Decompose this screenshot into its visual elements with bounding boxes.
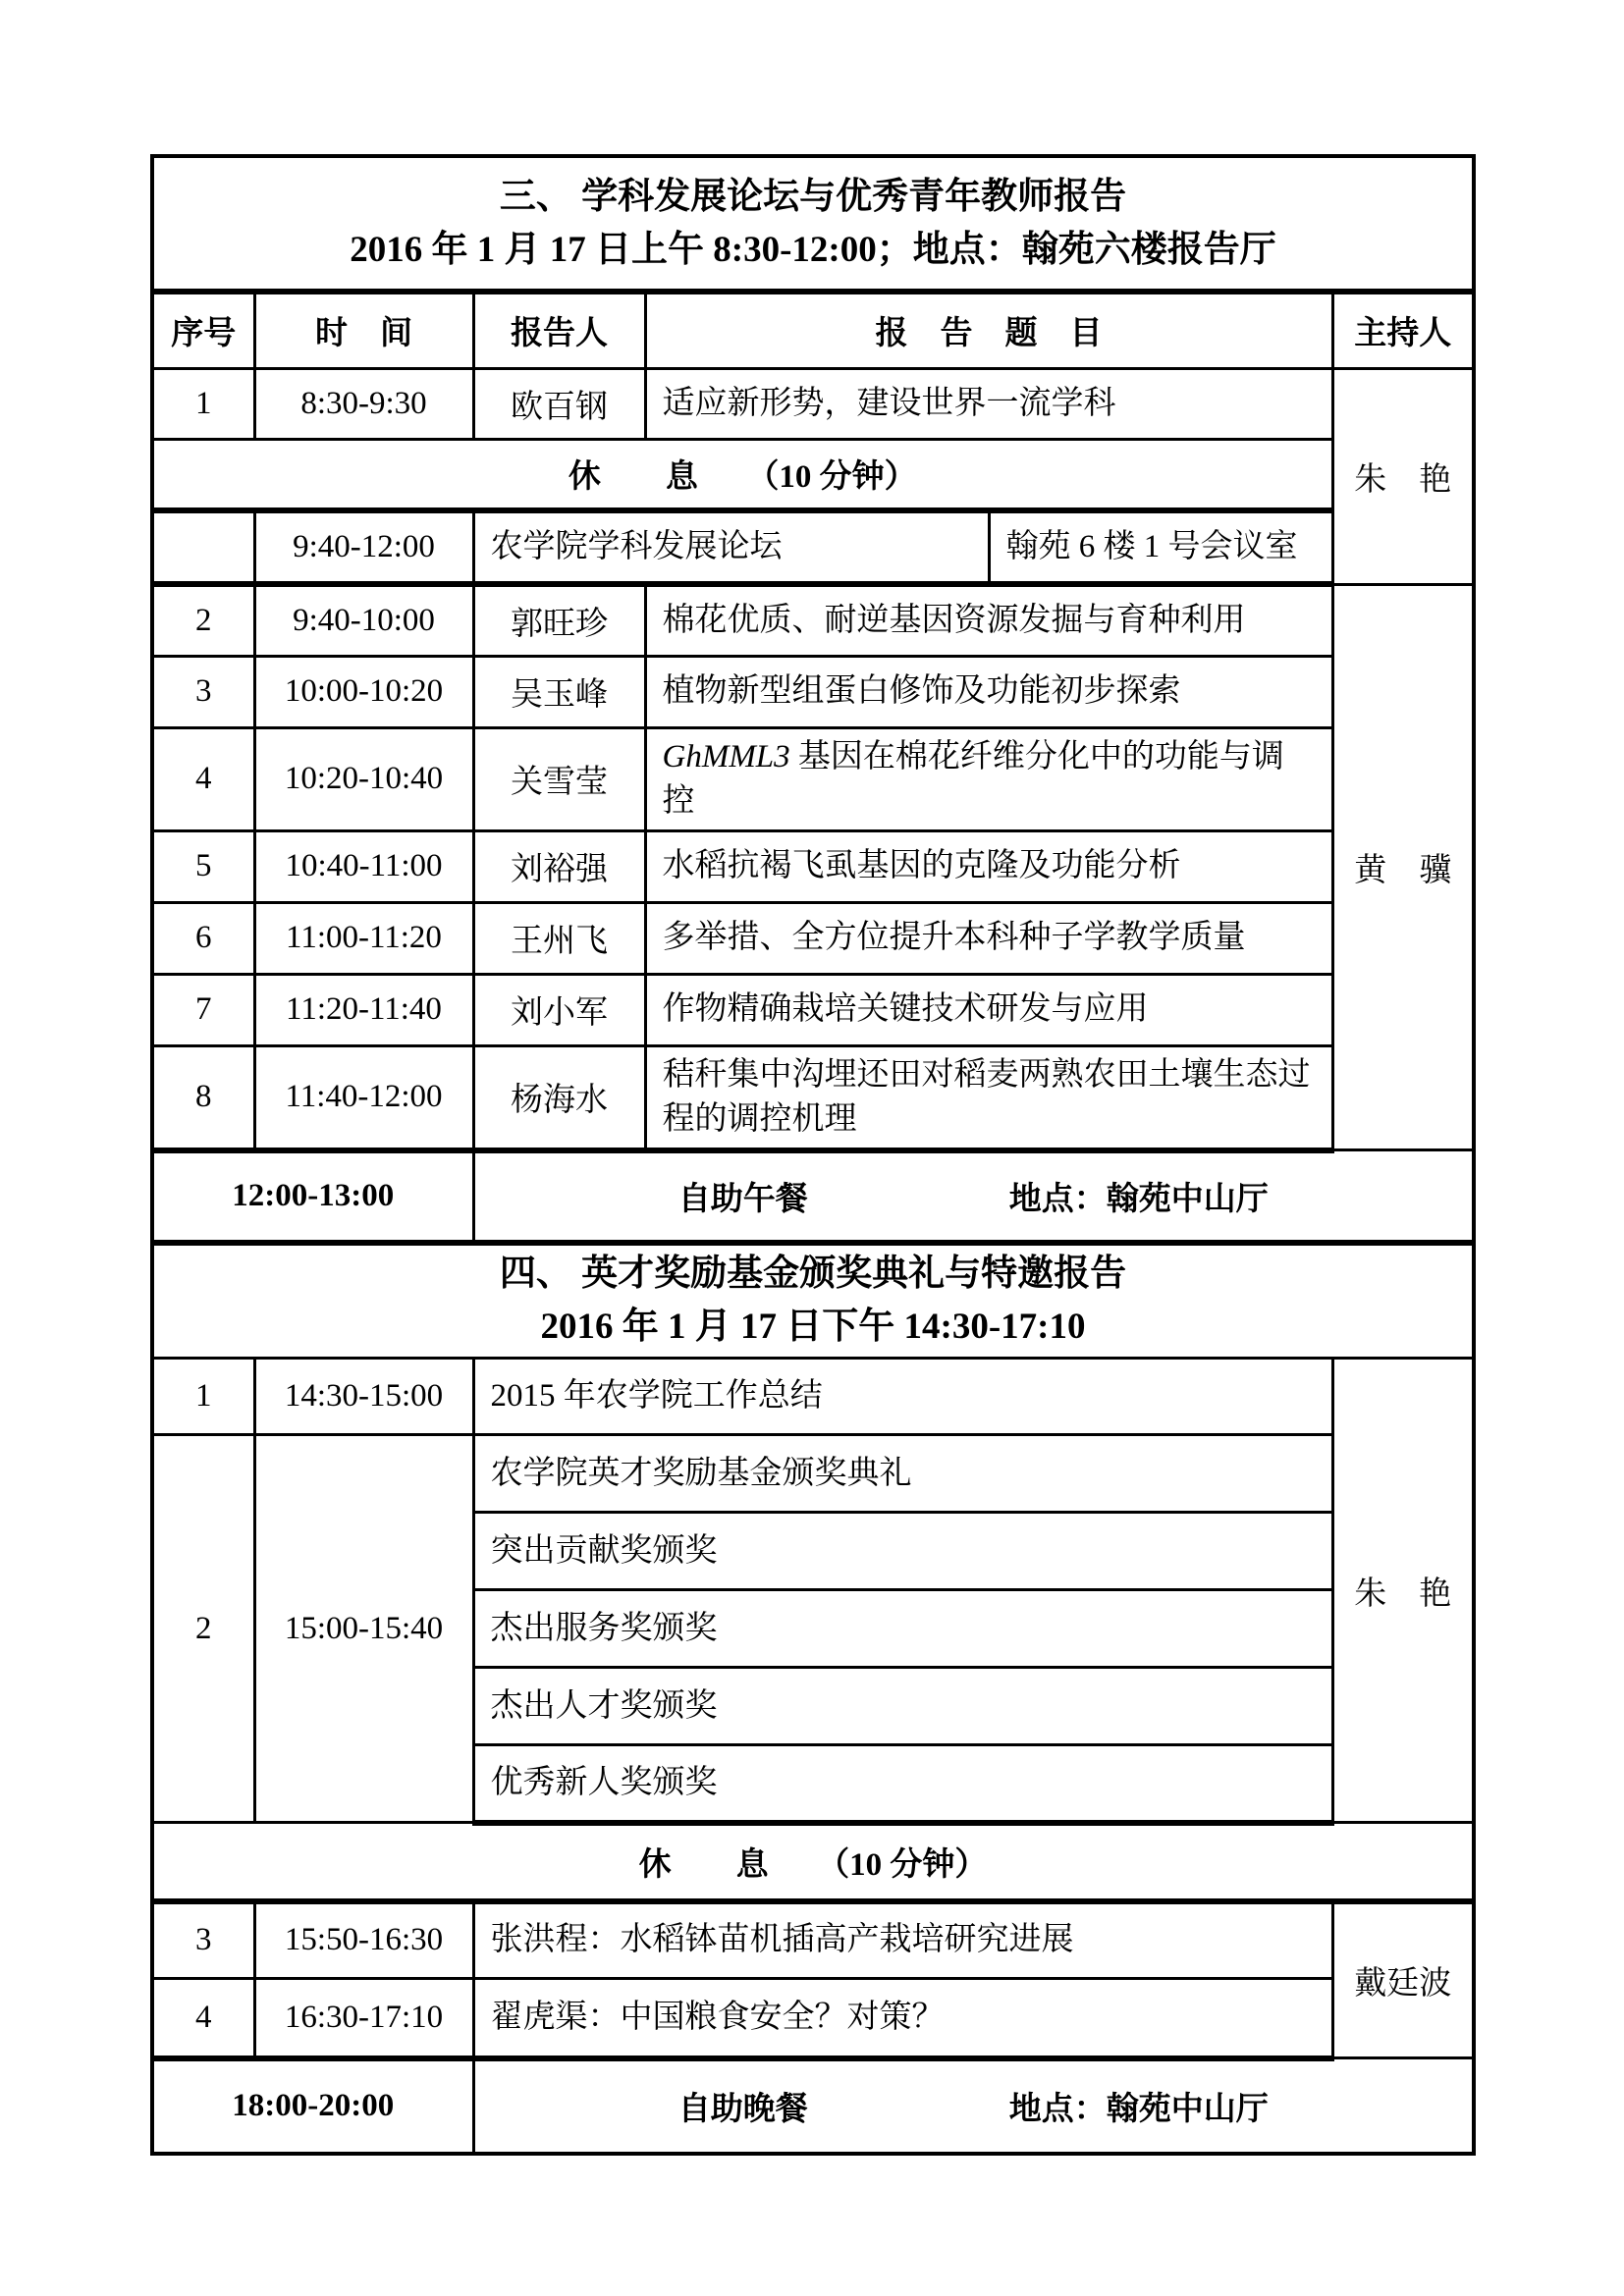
ceremony-item-cell: 突出贡献奖颁奖 — [473, 1513, 1332, 1590]
topic-cell: 植物新型组蛋白修饰及功能初步探索 — [645, 656, 1332, 727]
speaker-cell: 郭旺珍 — [473, 584, 645, 656]
seq-cell: 4 — [152, 1979, 254, 2058]
speaker-cell: 关雪莹 — [473, 727, 645, 830]
seq-cell: 2 — [152, 1435, 254, 1823]
seq-cell-empty — [152, 510, 254, 584]
speaker-cell: 刘小军 — [473, 974, 645, 1045]
time-cell: 15:50-16:30 — [254, 1901, 473, 1979]
time-cell: 9:40-12:00 — [254, 510, 473, 584]
time-cell: 10:20-10:40 — [254, 727, 473, 830]
schedule-table — [150, 154, 1476, 2156]
topic-cell: 多举措、全方位提升本科种子学教学质量 — [645, 902, 1332, 974]
speaker-cell: 欧百钢 — [473, 368, 645, 439]
col-header-host: 主持人 — [1332, 292, 1474, 368]
topic-cell: 秸秆集中沟埋还田对稻麦两熟农田土壤生态过程的调控机理 — [645, 1045, 1332, 1150]
section3-title-cell — [152, 156, 1474, 292]
break-row-am: 休 息 （10 分钟） — [152, 439, 1332, 510]
section4-title: 四、 英才奖励基金颁奖典礼与特邀报告 — [499, 1254, 1127, 1295]
ceremony-item-cell: 农学院英才奖励基金颁奖典礼 — [473, 1435, 1332, 1513]
topic-cell — [645, 727, 1332, 830]
dinner-label: 自助晚餐 — [677, 2092, 808, 2127]
forum-venue-cell: 翰苑 6 楼 1 号会议室 — [989, 510, 1332, 584]
speaker-cell: 王州飞 — [473, 902, 645, 974]
gene-name-italic: GhMML3 — [662, 738, 790, 774]
dinner-time-cell: 18:00-20:00 — [152, 2058, 473, 2154]
dinner-cell — [473, 2058, 1474, 2154]
section4-title-cell — [152, 1243, 1474, 1359]
seq-cell: 1 — [152, 368, 254, 439]
host-cell-daitingbo: 戴廷波 — [1332, 1901, 1474, 2058]
ceremony-item-cell: 杰出人才奖颁奖 — [473, 1668, 1332, 1745]
lunch-time-cell: 12:00-13:00 — [152, 1150, 473, 1243]
lunch-cell — [473, 1150, 1474, 1243]
break-row-pm: 休 息 （10 分钟） — [152, 1823, 1474, 1901]
topic-cell: 水稻抗褐飞虱基因的克隆及功能分析 — [645, 830, 1332, 902]
seq-cell: 1 — [152, 1359, 254, 1435]
time-cell: 10:00-10:20 — [254, 656, 473, 727]
speaker-cell: 刘裕强 — [473, 830, 645, 902]
ceremony-item-cell: 杰出服务奖颁奖 — [473, 1590, 1332, 1668]
col-header-speaker: 报告人 — [473, 292, 645, 368]
host-cell-zhuyan-am: 朱 艳 — [1332, 368, 1474, 584]
dinner-venue: 地点：翰苑中山厅 — [1008, 2092, 1269, 2127]
host-cell-zhuyan-pm: 朱 艳 — [1332, 1359, 1474, 1823]
topic-cell: 张洪程：水稻钵苗机插高产栽培研究进展 — [473, 1901, 1332, 1979]
topic-rest: 基因在棉花纤维分化中的功能与调控 — [662, 738, 1284, 819]
time-cell: 11:00-11:20 — [254, 902, 473, 974]
time-cell: 15:00-15:40 — [254, 1435, 473, 1823]
topic-cell: 适应新形势，建设世界一流学科 — [645, 368, 1332, 439]
speaker-cell: 杨海水 — [473, 1045, 645, 1150]
seq-cell: 5 — [152, 830, 254, 902]
time-cell: 11:40-12:00 — [254, 1045, 473, 1150]
time-cell: 11:20-11:40 — [254, 974, 473, 1045]
host-cell-huangji: 黄 骥 — [1332, 584, 1474, 1150]
seq-cell: 8 — [152, 1045, 254, 1150]
seq-cell: 3 — [152, 656, 254, 727]
lunch-venue: 地点：翰苑中山厅 — [1008, 1182, 1269, 1217]
section4-subtitle: 2016 年 1 月 17 日下午 14:30-17:10 — [540, 1307, 1086, 1348]
seq-cell: 6 — [152, 902, 254, 974]
ceremony-item-cell: 优秀新人奖颁奖 — [473, 1745, 1332, 1823]
time-cell: 8:30-9:30 — [254, 368, 473, 439]
time-cell: 16:30-17:10 — [254, 1979, 473, 2058]
seq-cell: 2 — [152, 584, 254, 656]
seq-cell: 4 — [152, 727, 254, 830]
topic-cell: 翟虎渠：中国粮食安全？对策？ — [473, 1979, 1332, 2058]
seq-cell: 3 — [152, 1901, 254, 1979]
topic-cell: 棉花优质、耐逆基因资源发掘与育种利用 — [645, 584, 1332, 656]
topic-cell: 2015 年农学院工作总结 — [473, 1359, 1332, 1435]
speaker-cell: 吴玉峰 — [473, 656, 645, 727]
seq-cell: 7 — [152, 974, 254, 1045]
topic-cell: 作物精确栽培关键技术研发与应用 — [645, 974, 1332, 1045]
col-header-time: 时 间 — [254, 292, 473, 368]
forum-title-cell: 农学院学科发展论坛 — [473, 510, 989, 584]
lunch-label: 自助午餐 — [677, 1182, 808, 1217]
time-cell: 14:30-15:00 — [254, 1359, 473, 1435]
section3-title: 三、 学科发展论坛与优秀青年教师报告 — [499, 176, 1127, 217]
time-cell: 10:40-11:00 — [254, 830, 473, 902]
col-header-no: 序号 — [152, 292, 254, 368]
col-header-topic: 报 告 题 目 — [645, 292, 1332, 368]
section3-subtitle: 2016 年 1 月 17 日上午 8:30-12:00；地点：翰苑六楼报告厅 — [350, 229, 1276, 270]
time-cell: 9:40-10:00 — [254, 584, 473, 656]
